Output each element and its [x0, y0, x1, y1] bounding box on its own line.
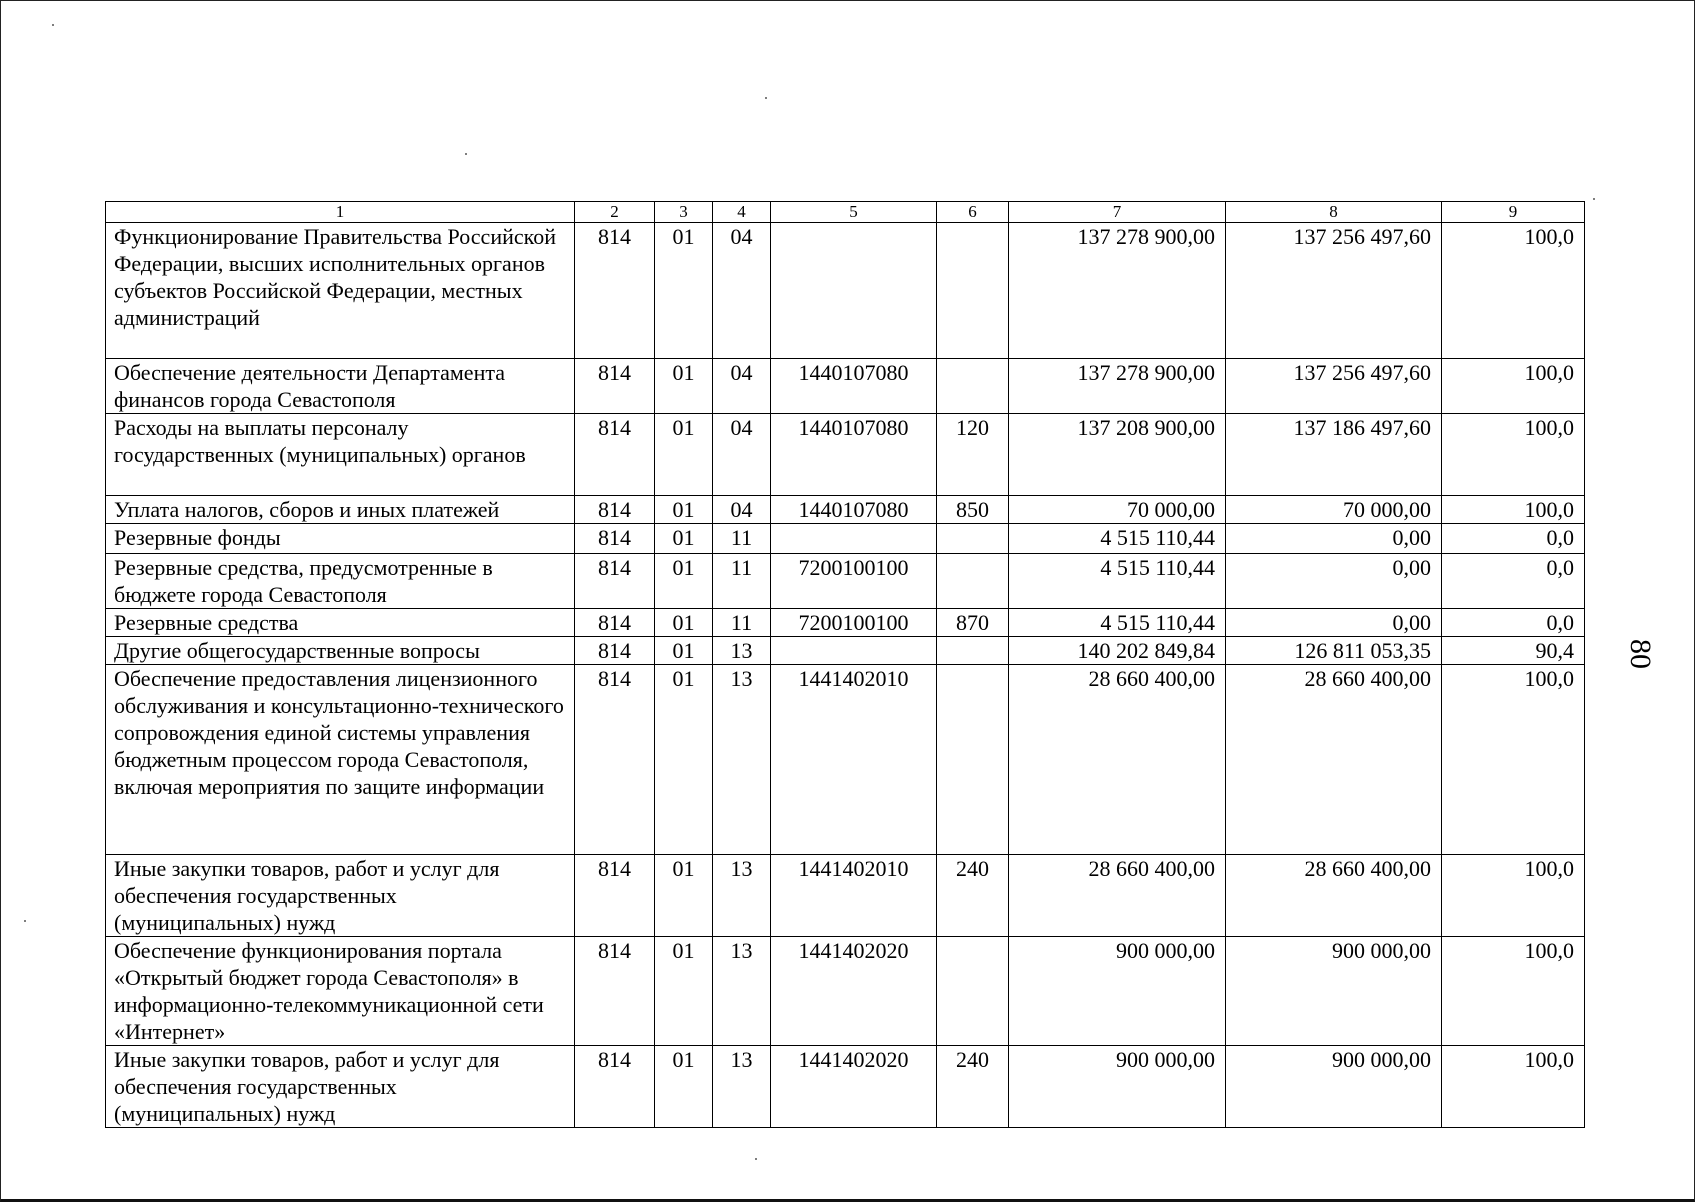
subsection-code-cell: 04: [713, 223, 771, 359]
planned-amount-cell: 137 208 900,00: [1009, 414, 1226, 496]
target-item-code-cell: 1441402020: [771, 1046, 937, 1128]
target-item-code-cell: 1440107080: [771, 359, 937, 414]
execution-percent-cell: 100,0: [1442, 414, 1585, 496]
ministry-code-cell: 814: [575, 524, 655, 554]
executed-amount-cell: 0,00: [1226, 524, 1442, 554]
row-name-cell: Иные закупки товаров, работ и услуг для обеспечения государственных (муниципальных) нужд: [106, 1046, 575, 1128]
subsection-code-cell: 13: [713, 937, 771, 1046]
planned-amount-cell: 900 000,00: [1009, 1046, 1226, 1128]
expense-type-code-cell: [937, 223, 1009, 359]
scan-speck: [52, 24, 54, 26]
subsection-code-cell: 13: [713, 637, 771, 665]
expense-type-code-cell: [937, 554, 1009, 609]
execution-percent-cell: 100,0: [1442, 665, 1585, 855]
ministry-code-cell: 814: [575, 496, 655, 524]
target-item-code-cell: 1441402020: [771, 937, 937, 1046]
section-code-cell: 01: [655, 637, 713, 665]
row-name-cell: Уплата налогов, сборов и иных платежей: [106, 496, 575, 524]
execution-percent-cell: 0,0: [1442, 524, 1585, 554]
scan-speck: [755, 1158, 757, 1160]
subsection-code-cell: 11: [713, 554, 771, 609]
executed-amount-cell: 137 186 497,60: [1226, 414, 1442, 496]
section-code-cell: 01: [655, 524, 713, 554]
planned-amount-cell: 900 000,00: [1009, 937, 1226, 1046]
executed-amount-cell: 28 660 400,00: [1226, 855, 1442, 937]
execution-percent-cell: 100,0: [1442, 223, 1585, 359]
section-code-cell: 01: [655, 414, 713, 496]
section-code-cell: 01: [655, 496, 713, 524]
target-item-code-cell: 1440107080: [771, 496, 937, 524]
row-name-cell: Резервные средства, предусмотренные в бюджете города Севастополя: [106, 554, 575, 609]
table-row: [106, 609, 1585, 637]
section-code-cell: 01: [655, 223, 713, 359]
row-name-cell: Обеспечение функционирования портала «Открытый бюджет города Севастополя» в информационно-телекоммуникационной сети «Интернет»: [106, 937, 575, 1046]
column-number-row: [106, 202, 1585, 223]
planned-amount-cell: 140 202 849,84: [1009, 637, 1226, 665]
column-number: 8: [1226, 202, 1442, 223]
subsection-code-cell: 13: [713, 1046, 771, 1128]
planned-amount-cell: 28 660 400,00: [1009, 855, 1226, 937]
section-code-cell: 01: [655, 359, 713, 414]
execution-percent-cell: 100,0: [1442, 855, 1585, 937]
table-row: [106, 1046, 1585, 1128]
execution-percent-cell: 100,0: [1442, 359, 1585, 414]
column-number: 6: [937, 202, 1009, 223]
row-name-cell: Расходы на выплаты персоналу государственных (муниципальных) органов: [106, 414, 575, 496]
scan-speck: [465, 153, 467, 155]
expense-type-code-cell: 240: [937, 1046, 1009, 1128]
expense-type-code-cell: 850: [937, 496, 1009, 524]
execution-percent-cell: 100,0: [1442, 1046, 1585, 1128]
expense-type-code-cell: [937, 665, 1009, 855]
planned-amount-cell: 70 000,00: [1009, 496, 1226, 524]
ministry-code-cell: 814: [575, 855, 655, 937]
subsection-code-cell: 04: [713, 496, 771, 524]
table-row: [106, 937, 1585, 1046]
budget-execution-table: [105, 201, 1585, 1128]
planned-amount-cell: 4 515 110,44: [1009, 609, 1226, 637]
table-row: [106, 223, 1585, 359]
expense-type-code-cell: [937, 524, 1009, 554]
row-name-cell: Обеспечение деятельности Департамента финансов города Севастополя: [106, 359, 575, 414]
scan-speck: [1593, 198, 1595, 200]
target-item-code-cell: 1441402010: [771, 665, 937, 855]
table-row: [106, 414, 1585, 496]
row-name-cell: Резервные фонды: [106, 524, 575, 554]
ministry-code-cell: 814: [575, 637, 655, 665]
subsection-code-cell: 04: [713, 414, 771, 496]
expense-type-code-cell: [937, 359, 1009, 414]
section-code-cell: 01: [655, 665, 713, 855]
table-row: [106, 359, 1585, 414]
scan-speck: [24, 920, 26, 922]
ministry-code-cell: 814: [575, 414, 655, 496]
row-name-cell: Функционирование Правительства Российской Федерации, высших исполнительных органов субъектов Российской Федерации, местных администраций: [106, 223, 575, 359]
ministry-code-cell: 814: [575, 554, 655, 609]
table-row: [106, 855, 1585, 937]
execution-percent-cell: 100,0: [1442, 496, 1585, 524]
executed-amount-cell: 137 256 497,60: [1226, 223, 1442, 359]
planned-amount-cell: 137 278 900,00: [1009, 223, 1226, 359]
column-number: 5: [771, 202, 937, 223]
planned-amount-cell: 4 515 110,44: [1009, 554, 1226, 609]
expense-type-code-cell: [937, 637, 1009, 665]
section-code-cell: 01: [655, 855, 713, 937]
column-number: 2: [575, 202, 655, 223]
row-name-cell: Иные закупки товаров, работ и услуг для обеспечения государственных (муниципальных) нужд: [106, 855, 575, 937]
column-number: 4: [713, 202, 771, 223]
ministry-code-cell: 814: [575, 223, 655, 359]
execution-percent-cell: 0,0: [1442, 609, 1585, 637]
subsection-code-cell: 04: [713, 359, 771, 414]
executed-amount-cell: 900 000,00: [1226, 937, 1442, 1046]
execution-percent-cell: 90,4: [1442, 637, 1585, 665]
row-name-cell: Резервные средства: [106, 609, 575, 637]
row-name-cell: Обеспечение предоставления лицензионного обслуживания и консультационно-технического сопровождения единой системы управления бюджетным процессом города Севастополя, включая мероприятия по защите информации: [106, 665, 575, 855]
section-code-cell: 01: [655, 554, 713, 609]
expense-type-code-cell: 240: [937, 855, 1009, 937]
executed-amount-cell: 28 660 400,00: [1226, 665, 1442, 855]
planned-amount-cell: 137 278 900,00: [1009, 359, 1226, 414]
table-row: [106, 665, 1585, 855]
execution-percent-cell: 100,0: [1442, 937, 1585, 1046]
scan-speck: [765, 97, 767, 99]
page-number: 80: [1624, 639, 1657, 669]
target-item-code-cell: 1440107080: [771, 414, 937, 496]
executed-amount-cell: 900 000,00: [1226, 1046, 1442, 1128]
target-item-code-cell: 1441402010: [771, 855, 937, 937]
executed-amount-cell: 0,00: [1226, 609, 1442, 637]
planned-amount-cell: 28 660 400,00: [1009, 665, 1226, 855]
subsection-code-cell: 13: [713, 665, 771, 855]
table-row: [106, 524, 1585, 554]
executed-amount-cell: 0,00: [1226, 554, 1442, 609]
table-row: [106, 554, 1585, 609]
execution-percent-cell: 0,0: [1442, 554, 1585, 609]
column-number: 3: [655, 202, 713, 223]
executed-amount-cell: 137 256 497,60: [1226, 359, 1442, 414]
target-item-code-cell: 7200100100: [771, 554, 937, 609]
expense-type-code-cell: [937, 937, 1009, 1046]
expense-type-code-cell: 120: [937, 414, 1009, 496]
target-item-code-cell: [771, 223, 937, 359]
subsection-code-cell: 11: [713, 524, 771, 554]
table-row: [106, 637, 1585, 665]
target-item-code-cell: [771, 637, 937, 665]
column-number: 1: [106, 202, 575, 223]
subsection-code-cell: 11: [713, 609, 771, 637]
section-code-cell: 01: [655, 937, 713, 1046]
subsection-code-cell: 13: [713, 855, 771, 937]
planned-amount-cell: 4 515 110,44: [1009, 524, 1226, 554]
executed-amount-cell: 126 811 053,35: [1226, 637, 1442, 665]
section-code-cell: 01: [655, 609, 713, 637]
executed-amount-cell: 70 000,00: [1226, 496, 1442, 524]
expense-type-code-cell: 870: [937, 609, 1009, 637]
ministry-code-cell: 814: [575, 1046, 655, 1128]
column-number: 9: [1442, 202, 1585, 223]
table-row: [106, 496, 1585, 524]
ministry-code-cell: 814: [575, 359, 655, 414]
ministry-code-cell: 814: [575, 609, 655, 637]
column-number: 7: [1009, 202, 1226, 223]
ministry-code-cell: 814: [575, 665, 655, 855]
target-item-code-cell: 7200100100: [771, 609, 937, 637]
target-item-code-cell: [771, 524, 937, 554]
section-code-cell: 01: [655, 1046, 713, 1128]
table-body: [106, 202, 1585, 1128]
ministry-code-cell: 814: [575, 937, 655, 1046]
row-name-cell: Другие общегосударственные вопросы: [106, 637, 575, 665]
